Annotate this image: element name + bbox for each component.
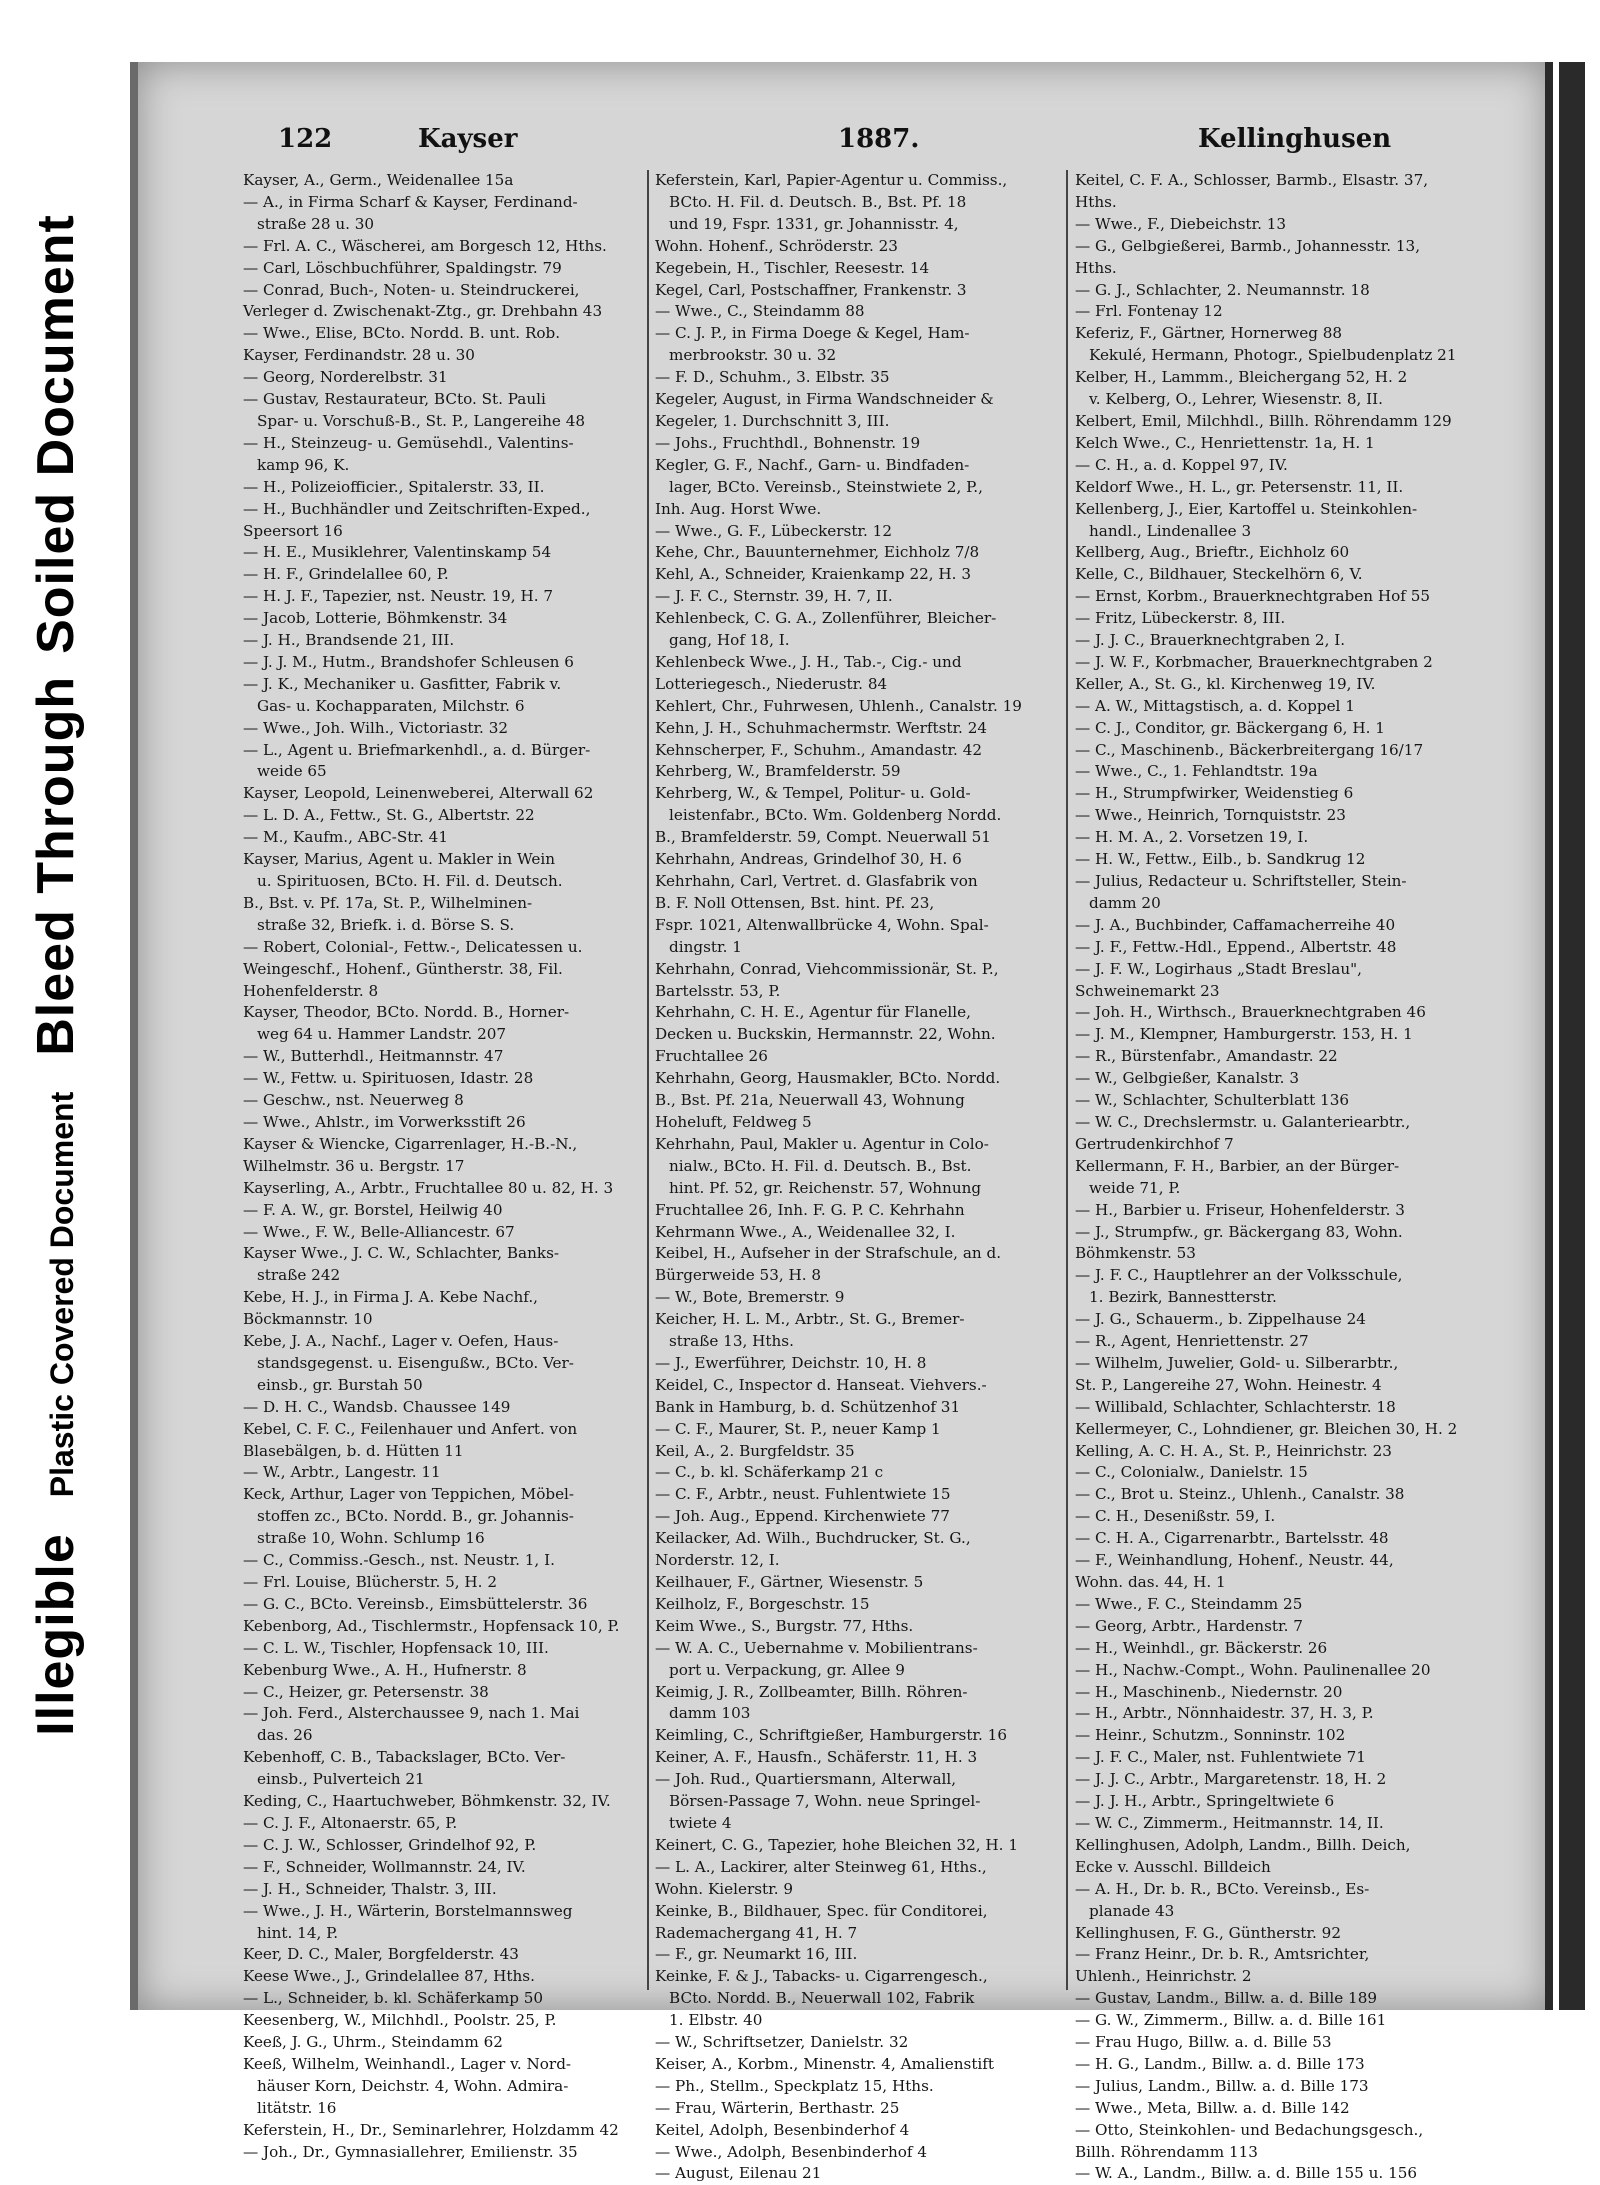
directory-line: — R., Bürstenfabr., Amandastr. 22 bbox=[1075, 1047, 1338, 1066]
directory-line: handl., Lindenallee 3 bbox=[1089, 521, 1252, 540]
directory-line: — L., Schneider, b. kl. Schäferkamp 50 bbox=[243, 1989, 544, 2008]
directory-line: weide 65 bbox=[257, 762, 327, 781]
directory-line: B. F. Noll Ottensen, Bst. hint. Pf. 23, bbox=[655, 893, 935, 912]
directory-line: Kellermann, F. H., Barbier, an der Bürger- bbox=[1075, 1156, 1400, 1175]
directory-line: — Joh., Dr., Gymnasiallehrer, Emilienstr. 35 bbox=[243, 2142, 578, 2161]
directory-line: leistenfabr., BCto. Wm. Goldenberg Nordd. bbox=[669, 806, 1002, 825]
directory-line: — J., Ewerführer, Deichstr. 10, H. 8 bbox=[655, 1353, 927, 1372]
directory-line: — H., Maschinenb., Niedernstr. 20 bbox=[1075, 1682, 1343, 1701]
directory-line: — F. A. W., gr. Borstel, Heilwig 40 bbox=[243, 1200, 503, 1219]
directory-line: straße 28 u. 30 bbox=[257, 214, 375, 233]
directory-line: — C. J. P., in Firma Doege & Kegel, Ham- bbox=[655, 324, 970, 343]
directory-line: Kebe, J. A., Nachf., Lager v. Oefen, Haus- bbox=[243, 1332, 559, 1351]
directory-line: Keller, A., St. G., kl. Kirchenweg 19, IV. bbox=[1075, 674, 1376, 693]
directory-line: — H., Strumpfwirker, Weidenstieg 6 bbox=[1075, 784, 1354, 803]
directory-line: Kehl, A., Schneider, Kraienkamp 22, H. 3 bbox=[655, 565, 971, 584]
label-illegible: Illegible bbox=[26, 1533, 85, 1736]
directory-line: Weingeschf., Hohenf., Güntherstr. 38, Fil. bbox=[243, 959, 563, 978]
directory-line: Kellberg, Aug., Brieftr., Eichholz 60 bbox=[1075, 543, 1350, 562]
side-label-text bbox=[26, 214, 86, 1736]
directory-line: Bürgerweide 53, H. 8 bbox=[655, 1266, 822, 1285]
directory-line: — Conrad, Buch-, Noten- u. Steindruckerei, bbox=[243, 280, 580, 299]
directory-line: einsb., Pulverteich 21 bbox=[257, 1770, 425, 1789]
column-divider bbox=[647, 170, 649, 1990]
directory-line: — F., Weinhandlung, Hohenf., Neustr. 44, bbox=[1075, 1551, 1394, 1570]
directory-line: Keicher, H. L. M., Arbtr., St. G., Bremer- bbox=[655, 1310, 965, 1329]
directory-columns bbox=[243, 170, 1538, 2183]
directory-line: planade 43 bbox=[1089, 1901, 1175, 1920]
directory-line: — J. F. W., Logirhaus „Stadt Breslau", bbox=[1075, 959, 1362, 978]
header-left-word: Kayser bbox=[418, 124, 518, 154]
directory-line: — C., Colonialw., Danielstr. 15 bbox=[1075, 1463, 1308, 1482]
directory-line: — Wwe., Adolph, Besenbinderhof 4 bbox=[655, 2142, 928, 2161]
directory-line: hint. 14, P. bbox=[257, 1923, 339, 1942]
directory-line: — Wwe., F. W., Belle-Alliancestr. 67 bbox=[243, 1222, 515, 1241]
directory-line: — G., Gelbgießerei, Barmb., Johannesstr. 13, bbox=[1075, 236, 1421, 255]
directory-line: einsb., gr. Burstah 50 bbox=[257, 1375, 423, 1394]
directory-line: — W., Schlachter, Schulterblatt 136 bbox=[1075, 1091, 1350, 1110]
column-divider bbox=[1066, 170, 1068, 1990]
directory-line: — H., Barbier u. Friseur, Hohenfelderstr. 3 bbox=[1075, 1200, 1405, 1219]
directory-line: — H., Arbtr., Nönnhaidestr. 37, H. 3, P. bbox=[1075, 1704, 1374, 1723]
directory-line: weide 71, P. bbox=[1089, 1178, 1181, 1197]
directory-line: — Georg, Arbtr., Hardenstr. 7 bbox=[1075, 1616, 1303, 1635]
directory-line: — Joh. Ferd., Alsterchaussee 9, nach 1. Mai bbox=[243, 1704, 580, 1723]
directory-line: — F. D., Schuhm., 3. Elbstr. 35 bbox=[655, 368, 890, 387]
directory-line: — D. H. C., Wandsb. Chaussee 149 bbox=[243, 1397, 511, 1416]
directory-line: Speersort 16 bbox=[243, 521, 343, 540]
directory-line: Keiner, A. F., Hausfn., Schäferstr. 11, H. 3 bbox=[655, 1748, 978, 1767]
directory-line: v. Kelberg, O., Lehrer, Wiesenstr. 8, II. bbox=[1089, 390, 1383, 409]
directory-line: — G. C., BCto. Vereinsb., Eimsbüttelerstr. 36 bbox=[243, 1594, 588, 1613]
directory-line: B., Bst. Pf. 21a, Neuerwall 43, Wohnung bbox=[655, 1091, 965, 1110]
directory-line: stoffen zc., BCto. Nordd. B., gr. Johannis- bbox=[257, 1507, 574, 1526]
directory-line: Ecke v. Ausschl. Billdeich bbox=[1075, 1857, 1271, 1876]
directory-line: — W. C., Zimmerm., Heitmannstr. 14, II. bbox=[1075, 1813, 1384, 1832]
directory-line: Kelch Wwe., C., Henriettenstr. 1a, H. 1 bbox=[1075, 433, 1375, 452]
directory-line: Kayser, Leopold, Leinenweberei, Alterwall 62 bbox=[243, 784, 594, 803]
header-right-word: Kellinghusen bbox=[1198, 124, 1392, 154]
directory-line: damm 103 bbox=[669, 1704, 751, 1723]
directory-line: — C. L. W., Tischler, Hopfensack 10, III. bbox=[243, 1638, 549, 1657]
directory-line: Kellinghusen, Adolph, Landm., Billh. Deich, bbox=[1075, 1835, 1411, 1854]
directory-line: — Jacob, Lotterie, Böhmkenstr. 34 bbox=[243, 609, 508, 628]
directory-line: Kehn, J. H., Schuhmachermstr. Werftstr. 24 bbox=[655, 718, 988, 737]
directory-line: Kayserling, A., Arbtr., Fruchtallee 80 u. 82, H. 3 bbox=[243, 1178, 614, 1197]
directory-line: kamp 96, K. bbox=[257, 455, 350, 474]
directory-line: — Wwe., G. F., Lübeckerstr. 12 bbox=[655, 521, 892, 540]
directory-line: — Wilhelm, Juwelier, Gold- u. Silberarbtr., bbox=[1075, 1353, 1399, 1372]
directory-line: port u. Verpackung, gr. Allee 9 bbox=[669, 1660, 905, 1679]
directory-line: gang, Hof 18, I. bbox=[669, 631, 790, 650]
directory-line: Kebel, C. F. C., Feilenhauer und Anfert. von bbox=[243, 1419, 578, 1438]
directory-line: Inh. Aug. Horst Wwe. bbox=[655, 499, 822, 518]
directory-line: — Wwe., Elise, BCto. Nordd. B. unt. Rob. bbox=[243, 324, 561, 343]
directory-line: Bartelsstr. 53, P. bbox=[655, 981, 781, 1000]
directory-line: — W. A. C., Uebernahme v. Mobilientrans- bbox=[655, 1638, 978, 1657]
directory-line: Kehrberg, W., & Tempel, Politur- u. Gold- bbox=[655, 784, 971, 803]
directory-line: — L. D. A., Fettw., St. G., Albertstr. 22 bbox=[243, 806, 535, 825]
directory-line: — Fritz, Lübeckerstr. 8, III. bbox=[1075, 609, 1286, 628]
directory-line: Kehrmann Wwe., A., Weidenallee 32, I. bbox=[655, 1222, 956, 1241]
directory-line: Fruchtallee 26 bbox=[655, 1047, 768, 1066]
directory-line: Börsen-Passage 7, Wohn. neue Springel- bbox=[669, 1792, 981, 1811]
directory-line: — Wwe., F., Diebeichstr. 13 bbox=[1075, 214, 1287, 233]
directory-line: Keeß, Wilhelm, Weinhandl., Lager v. Nord- bbox=[243, 2054, 572, 2073]
directory-line: — Wwe., Ahlstr., im Vorwerksstift 26 bbox=[243, 1112, 526, 1131]
directory-line: Kegeler, August, in Firma Wandschneider & bbox=[655, 390, 994, 409]
directory-line: Keinke, B., Bildhauer, Spec. für Conditorei, bbox=[655, 1901, 988, 1920]
directory-line: — J. F., Fettw.-Hdl., Eppend., Albertstr. 48 bbox=[1075, 937, 1397, 956]
label-bleed: Bleed Through bbox=[26, 675, 85, 1056]
directory-line: — W., Bote, Bremerstr. 9 bbox=[655, 1288, 845, 1307]
directory-line: — F., Schneider, Wollmannstr. 24, IV. bbox=[243, 1857, 526, 1876]
directory-line: — Frl. A. C., Wäscherei, am Borgesch 12, Hths. bbox=[243, 236, 607, 255]
directory-line: — H. J. F., Tapezier, nst. Neustr. 19, H. 7 bbox=[243, 587, 554, 606]
directory-line: Wohn. Kielerstr. 9 bbox=[655, 1879, 794, 1898]
directory-line: — C. J. W., Schlosser, Grindelhof 92, P. bbox=[243, 1835, 537, 1854]
directory-line: dingstr. 1 bbox=[669, 937, 742, 956]
directory-line: Kehrhahn, C. H. E., Agentur für Flanelle, bbox=[655, 1003, 971, 1022]
directory-line: — C. J., Conditor, gr. Bäckergang 6, H. 1 bbox=[1075, 718, 1385, 737]
directory-line: — Wwe., Heinrich, Tornquiststr. 23 bbox=[1075, 806, 1346, 825]
directory-line: Keese Wwe., J., Grindelallee 87, Hths. bbox=[243, 1967, 535, 1986]
directory-line: Keitel, Adolph, Besenbinderhof 4 bbox=[655, 2120, 910, 2139]
directory-line: — Joh. Rud., Quartiersmann, Alterwall, bbox=[655, 1770, 957, 1789]
directory-line: — W., Butterhdl., Heitmannstr. 47 bbox=[243, 1047, 504, 1066]
directory-line: — Wwe., Joh. Wilh., Victoriastr. 32 bbox=[243, 718, 509, 737]
directory-line: — G. J., Schlachter, 2. Neumannstr. 18 bbox=[1075, 280, 1370, 299]
directory-line: Kayser, A., Germ., Weidenallee 15a bbox=[243, 171, 514, 189]
directory-line: — J. J. C., Brauerknechtgraben 2, I. bbox=[1075, 631, 1346, 650]
directory-line: — H. G., Landm., Billw. a. d. Bille 173 bbox=[1075, 2054, 1365, 2073]
directory-line: Kebenborg, Ad., Tischlermstr., Hopfensack 10, P. bbox=[243, 1616, 620, 1635]
directory-line: Fspr. 1021, Altenwallbrücke 4, Wohn. Spal- bbox=[655, 915, 989, 934]
directory-line: nialw., BCto. H. Fil. d. Deutsch. B., Bst. bbox=[669, 1156, 972, 1175]
directory-line: Schweinemarkt 23 bbox=[1075, 981, 1220, 1000]
directory-line: — H., Steinzeug- u. Gemüsehdl., Valentins- bbox=[243, 433, 574, 452]
directory-line: B., Bst. v. Pf. 17a, St. P., Wilhelminen- bbox=[243, 893, 533, 912]
directory-line: — H., Polizeiofficier., Spitalerstr. 33, II. bbox=[243, 477, 545, 496]
directory-line: — Wwe., C., 1. Fehlandtstr. 19a bbox=[1075, 762, 1318, 781]
directory-line: Lotteriegesch., Niederustr. 84 bbox=[655, 674, 888, 693]
directory-line: Böckmannstr. 10 bbox=[243, 1310, 373, 1329]
directory-line: straße 242 bbox=[257, 1266, 341, 1285]
directory-line: Hohenfelderstr. 8 bbox=[243, 981, 379, 1000]
directory-line: — August, Eilenau 21 bbox=[655, 2164, 822, 2183]
directory-line: Uhlenh., Heinrichstr. 2 bbox=[1075, 1967, 1252, 1986]
directory-line: Wohn. das. 44, H. 1 bbox=[1075, 1573, 1226, 1591]
directory-line: 1. Bezirk, Bannestterstr. bbox=[1089, 1288, 1277, 1307]
directory-line: — Joh. Aug., Eppend. Kirchenwiete 77 bbox=[655, 1507, 950, 1526]
directory-line: Kayser, Theodor, BCto. Nordd. B., Horner- bbox=[243, 1003, 570, 1022]
directory-line: weg 64 u. Hammer Landstr. 207 bbox=[257, 1025, 507, 1044]
directory-line: Rademachergang 41, H. 7 bbox=[655, 1923, 858, 1942]
directory-line: — C., Maschinenb., Bäckerbreitergang 16/17 bbox=[1075, 740, 1424, 759]
directory-line: standsgegenst. u. Eisengußw., BCto. Ver- bbox=[257, 1353, 574, 1372]
directory-line: — W., Arbtr., Langestr. 11 bbox=[243, 1463, 441, 1482]
directory-line: — C., Heizer, gr. Petersenstr. 38 bbox=[243, 1682, 489, 1701]
directory-line: Keilholz, F., Borgeschstr. 15 bbox=[655, 1594, 870, 1613]
directory-line: Keding, C., Haartuchweber, Böhmkenstr. 32, IV. bbox=[243, 1792, 611, 1811]
directory-line: — W. A., Landm., Billw. a. d. Bille 155 u. 156 bbox=[1075, 2164, 1418, 2183]
directory-line: Kegel, Carl, Postschaffner, Frankenstr. 3 bbox=[655, 280, 967, 299]
directory-line: — H. F., Grindelallee 60, P. bbox=[243, 565, 449, 584]
directory-line: Keidel, C., Inspector d. Hanseat. Viehvers.- bbox=[655, 1375, 987, 1394]
directory-line: Kellinghusen, F. G., Güntherstr. 92 bbox=[1075, 1923, 1341, 1942]
directory-line: litätstr. 16 bbox=[257, 2098, 337, 2117]
directory-line: BCto. Nordd. B., Neuerwall 102, Fabrik bbox=[669, 1989, 975, 2008]
directory-line: straße 10, Wohn. Schlump 16 bbox=[257, 1529, 485, 1548]
directory-line: Keilhauer, F., Gärtner, Wiesenstr. 5 bbox=[655, 1573, 924, 1591]
directory-line: Hoheluft, Feldweg 5 bbox=[655, 1112, 812, 1131]
directory-line: Wilhelmstr. 36 u. Bergstr. 17 bbox=[243, 1156, 465, 1175]
directory-line: Hths. bbox=[1075, 192, 1117, 211]
directory-line: — C. H. A., Cigarrenarbtr., Bartelsstr. 48 bbox=[1075, 1529, 1389, 1548]
directory-line: Kehe, Chr., Bauunternehmer, Eichholz 7/8 bbox=[655, 543, 980, 562]
directory-line: — L. A., Lackirer, alter Steinweg 61, Hths., bbox=[655, 1857, 987, 1876]
directory-line: Kekulé, Hermann, Photogr., Spielbudenplatz 21 bbox=[1089, 346, 1457, 365]
directory-line: — J. F. C., Hauptlehrer an der Volksschule, bbox=[1075, 1266, 1403, 1285]
directory-line: Wohn. Hohenf., Schröderstr. 23 bbox=[655, 236, 898, 255]
directory-line: Kayser Wwe., J. C. W., Schlachter, Banks- bbox=[243, 1244, 560, 1263]
directory-line: — J., Strumpfw., gr. Bäckergang 83, Wohn. bbox=[1075, 1222, 1403, 1241]
adjacent-page-edge bbox=[1545, 62, 1585, 2010]
directory-line: — Ph., Stellm., Speckplatz 15, Hths. bbox=[655, 2076, 934, 2095]
scanned-page bbox=[130, 62, 1548, 2183]
directory-line: Keeß, J. G., Uhrm., Steindamm 62 bbox=[243, 2033, 503, 2052]
directory-line: — C., Commiss.-Gesch., nst. Neustr. 1, I. bbox=[243, 1551, 555, 1570]
directory-line: — Willibald, Schlachter, Schlachterstr. 18 bbox=[1075, 1397, 1396, 1416]
directory-line: — C., b. kl. Schäferkamp 21 c bbox=[655, 1463, 884, 1482]
directory-line: Keck, Arthur, Lager von Teppichen, Möbel- bbox=[243, 1485, 575, 1504]
directory-line: straße 13, Hths. bbox=[669, 1332, 794, 1351]
directory-line: — J. F. C., Maler, nst. Fuhlentwiete 71 bbox=[1075, 1748, 1366, 1767]
directory-line: — H., Nachw.-Compt., Wohn. Paulinenallee 20 bbox=[1075, 1660, 1431, 1679]
directory-line: — W., Gelbgießer, Kanalstr. 3 bbox=[1075, 1069, 1299, 1088]
directory-line: hint. Pf. 52, gr. Reichenstr. 57, Wohnung bbox=[669, 1178, 982, 1197]
directory-line: — Frau Hugo, Billw. a. d. Bille 53 bbox=[1075, 2033, 1332, 2052]
directory-line: twiete 4 bbox=[669, 1813, 732, 1832]
page-number: 122 bbox=[278, 124, 333, 154]
directory-line: — A. W., Mittagstisch, a. d. Koppel 1 bbox=[1075, 696, 1355, 715]
directory-line: damm 20 bbox=[1089, 893, 1161, 912]
directory-line: — H. E., Musiklehrer, Valentinskamp 54 bbox=[243, 543, 552, 562]
directory-line: — H. M. A., 2. Vorsetzen 19, I. bbox=[1075, 828, 1309, 847]
directory-line: — J. M., Klempner, Hamburgerstr. 153, H. 1 bbox=[1075, 1025, 1413, 1044]
directory-line: — J. J. H., Arbtr., Springeltwiete 6 bbox=[1075, 1792, 1335, 1811]
directory-line: St. P., Langereihe 27, Wohn. Heinestr. 4 bbox=[1075, 1375, 1382, 1394]
directory-line: Keiser, A., Korbm., Minenstr. 4, Amalienstift bbox=[655, 2054, 995, 2073]
column-left bbox=[243, 170, 638, 2161]
directory-line: Kellenberg, J., Eier, Kartoffel u. Steinkohlen- bbox=[1075, 499, 1418, 518]
directory-line: — Ernst, Korbm., Brauerknechtgraben Hof 55 bbox=[1075, 587, 1431, 606]
directory-line: — Gustav, Restaurateur, BCto. St. Pauli bbox=[243, 390, 546, 409]
directory-line: — C., Brot u. Steinz., Uhlenh., Canalstr. 38 bbox=[1075, 1485, 1405, 1504]
directory-line: — H., Weinhdl., gr. Bäckerstr. 26 bbox=[1075, 1638, 1328, 1657]
directory-line: BCto. H. Fil. d. Deutsch. B., Bst. Pf. 18 bbox=[669, 192, 967, 211]
directory-line: und 19, Fspr. 1331, gr. Johannisstr. 4, bbox=[669, 214, 959, 233]
directory-line: Keferstein, H., Dr., Seminarlehrer, Holzdamm 42 bbox=[243, 2120, 619, 2139]
directory-line: — Carl, Löschbuchführer, Spaldingstr. 79 bbox=[243, 258, 562, 277]
directory-line: straße 32, Briefk. i. d. Börse S. S. bbox=[257, 915, 515, 934]
directory-line: Kehlert, Chr., Fuhrwesen, Uhlenh., Canalstr. 19 bbox=[655, 696, 1022, 715]
label-soiled: Soiled Document bbox=[26, 214, 85, 654]
directory-line: Blasebälgen, b. d. Hütten 11 bbox=[243, 1441, 464, 1460]
directory-line: — Johs., Fruchthdl., Bohnenstr. 19 bbox=[655, 433, 921, 452]
directory-line: — J. A., Buchbinder, Caffamacherreihe 40 bbox=[1075, 915, 1396, 934]
directory-line: Hths. bbox=[1075, 258, 1117, 277]
directory-line: — Georg, Norderelbstr. 31 bbox=[243, 368, 448, 387]
directory-line: — Gustav, Landm., Billw. a. d. Bille 189 bbox=[1075, 1989, 1378, 2008]
directory-line: — J. W. F., Korbmacher, Brauerknechtgraben 2 bbox=[1075, 652, 1433, 671]
directory-line: — C. H., Desenißstr. 59, I. bbox=[1075, 1507, 1276, 1526]
directory-line: 1. Elbstr. 40 bbox=[669, 2011, 763, 2030]
directory-line: — Frl. Fontenay 12 bbox=[1075, 302, 1223, 321]
directory-line: — Franz Heinr., Dr. b. R., Amtsrichter, bbox=[1075, 1945, 1370, 1964]
directory-line: Keitel, C. F. A., Schlosser, Barmb., Elsastr. 37, bbox=[1075, 171, 1429, 189]
column-right bbox=[1075, 170, 1505, 2183]
directory-line: — J. K., Mechaniker u. Gasfitter, Fabrik v. bbox=[243, 674, 562, 693]
directory-line: — Robert, Colonial-, Fettw.-, Delicatessen u. bbox=[243, 937, 583, 956]
directory-line: Kehrhahn, Andreas, Grindelhof 30, H. 6 bbox=[655, 850, 962, 869]
directory-line: Keesenberg, W., Milchhdl., Poolstr. 25, P. bbox=[243, 2011, 557, 2030]
directory-line: — Julius, Landm., Billw. a. d. Bille 173 bbox=[1075, 2076, 1369, 2095]
directory-line: — L., Agent u. Briefmarkenhdl., a. d. Bürger- bbox=[243, 740, 591, 759]
directory-line: Keimling, C., Schriftgießer, Hamburgerstr. 16 bbox=[655, 1726, 1008, 1745]
directory-line: Kayser, Ferdinandstr. 28 u. 30 bbox=[243, 346, 475, 365]
directory-line: — Wwe., F. C., Steindamm 25 bbox=[1075, 1594, 1303, 1613]
directory-line: — Wwe., Meta, Billw. a. d. Bille 142 bbox=[1075, 2098, 1350, 2117]
directory-line: Keinert, C. G., Tapezier, hohe Bleichen 32, H. 1 bbox=[655, 1835, 1018, 1854]
directory-line: — Heinr., Schutzm., Sonninstr. 102 bbox=[1075, 1726, 1346, 1745]
directory-line: Keer, D. C., Maler, Borgfelderstr. 43 bbox=[243, 1945, 519, 1964]
directory-line: Gas- u. Kochapparaten, Milchstr. 6 bbox=[257, 696, 525, 715]
directory-line: Billh. Röhrendamm 113 bbox=[1075, 2142, 1258, 2161]
directory-line: Kelber, H., Lammm., Bleichergang 52, H. 2 bbox=[1075, 368, 1408, 387]
directory-line: — M., Kaufm., ABC-Str. 41 bbox=[243, 828, 448, 847]
directory-line: Decken u. Buckskin, Hermannstr. 22, Wohn. bbox=[655, 1025, 996, 1044]
directory-line: Kayser, Marius, Agent u. Makler in Wein bbox=[243, 850, 555, 869]
directory-line: — Frau, Wärterin, Berthastr. 25 bbox=[655, 2098, 900, 2117]
directory-line: — H., Buchhändler und Zeitschriften-Exped., bbox=[243, 499, 591, 518]
directory-line: Kayser & Wiencke, Cigarrenlager, H.-B.-N., bbox=[243, 1134, 578, 1153]
directory-line: Kegebein, H., Tischler, Reesestr. 14 bbox=[655, 258, 930, 277]
label-plastic: Plastic Covered Document bbox=[43, 1091, 80, 1498]
directory-line: Kehrberg, W., Bramfelderstr. 59 bbox=[655, 762, 901, 781]
directory-line: lager, BCto. Vereinsb., Steinstwiete 2, P., bbox=[669, 477, 983, 496]
directory-line: Keilacker, Ad. Wilh., Buchdrucker, St. G., bbox=[655, 1529, 971, 1548]
directory-line: Kegeler, 1. Durchschnitt 3, III. bbox=[655, 411, 890, 430]
directory-line: Böhmkenstr. 53 bbox=[1075, 1244, 1196, 1263]
directory-line: Norderstr. 12, I. bbox=[655, 1551, 780, 1570]
directory-line: — Julius, Redacteur u. Schriftsteller, Stein- bbox=[1075, 872, 1407, 890]
directory-line: Kehrhahn, Georg, Hausmakler, BCto. Nordd. bbox=[655, 1069, 1001, 1088]
directory-line: — Geschw., nst. Neuerweg 8 bbox=[243, 1091, 464, 1110]
directory-line: — C. H., a. d. Koppel 97, IV. bbox=[1075, 455, 1288, 474]
directory-line: Kebe, H. J., in Firma J. A. Kebe Nachf., bbox=[243, 1288, 539, 1307]
header-year: 1887. bbox=[838, 124, 920, 154]
directory-line: — J. G., Schauerm., b. Zippelhause 24 bbox=[1075, 1310, 1366, 1329]
directory-line: Kehlenbeck, C. G. A., Zollenführer, Bleicher- bbox=[655, 609, 997, 628]
directory-line: — H. W., Fettw., Eilb., b. Sandkrug 12 bbox=[1075, 850, 1366, 869]
directory-line: Kellermeyer, C., Lohndiener, gr. Bleichen 30, H. 2 bbox=[1075, 1419, 1458, 1438]
directory-line: Keim Wwe., S., Burgstr. 77, Hths. bbox=[655, 1616, 914, 1635]
page-header bbox=[138, 124, 1548, 174]
directory-line: Spar- u. Vorschuß-B., St. P., Langereihe 48 bbox=[257, 411, 586, 430]
directory-line: Kebenburg Wwe., A. H., Hufnerstr. 8 bbox=[243, 1660, 527, 1679]
directory-line: merbrookstr. 30 u. 32 bbox=[669, 346, 837, 365]
directory-line: Kelbert, Emil, Milchhdl., Billh. Röhrendamm 129 bbox=[1075, 411, 1452, 430]
directory-line: Verleger d. Zwischenakt-Ztg., gr. Drehbahn 43 bbox=[243, 302, 603, 321]
directory-line: B., Bramfelderstr. 59, Compt. Neuerwall 51 bbox=[655, 828, 991, 847]
side-label bbox=[8, 10, 103, 1940]
directory-line: — W., Fettw. u. Spirituosen, Idastr. 28 bbox=[243, 1069, 534, 1088]
directory-line: — C. F., Maurer, St. P., neuer Kamp 1 bbox=[655, 1419, 941, 1438]
directory-line: das. 26 bbox=[257, 1726, 313, 1745]
directory-line: — A., in Firma Scharf & Kayser, Ferdinand- bbox=[243, 192, 578, 211]
directory-line: Keldorf Wwe., H. L., gr. Petersenstr. 11, II. bbox=[1075, 477, 1404, 496]
directory-line: — Wwe., J. H., Wärterin, Borstelmannsweg bbox=[243, 1901, 573, 1920]
directory-line: Keferstein, Karl, Papier-Agentur u. Commiss., bbox=[655, 171, 1008, 189]
directory-line: — F., gr. Neumarkt 16, III. bbox=[655, 1945, 858, 1964]
directory-line: — A. H., Dr. b. R., BCto. Vereinsb., Es- bbox=[1075, 1879, 1370, 1898]
directory-line: — R., Agent, Henriettenstr. 27 bbox=[1075, 1332, 1309, 1351]
directory-line: — Joh. H., Wirthsch., Brauerknechtgraben 46 bbox=[1075, 1003, 1426, 1022]
directory-line: Kelling, A. C. H. A., St. P., Heinrichstr. 23 bbox=[1075, 1441, 1392, 1460]
directory-line: Keinke, F. & J., Tabacks- u. Cigarrengesch., bbox=[655, 1967, 988, 1986]
directory-line: Keil, A., 2. Burgfeldstr. 35 bbox=[655, 1441, 855, 1460]
directory-line: Keibel, H., Aufseher in der Strafschule, an d. bbox=[655, 1244, 1002, 1263]
directory-line: u. Spirituosen, BCto. H. Fil. d. Deutsch. bbox=[257, 872, 563, 890]
directory-line: Kehrhahn, Carl, Vertret. d. Glasfabrik von bbox=[655, 872, 978, 890]
directory-line: Kehnscherper, F., Schuhm., Amandastr. 42 bbox=[655, 740, 983, 759]
directory-line: — J. H., Schneider, Thalstr. 3, III. bbox=[243, 1879, 497, 1898]
directory-line: Keimig, J. R., Zollbeamter, Billh. Röhren- bbox=[655, 1682, 968, 1701]
directory-line: — Frl. Louise, Blücherstr. 5, H. 2 bbox=[243, 1573, 497, 1591]
directory-line: — G. W., Zimmerm., Billw. a. d. Bille 161 bbox=[1075, 2011, 1387, 2030]
directory-line: — J. J. M., Hutm., Brandshofer Schleusen 6 bbox=[243, 652, 574, 671]
directory-line: — C. J. F., Altonaerstr. 65, P. bbox=[243, 1813, 458, 1832]
directory-line: — J. F. C., Sternstr. 39, H. 7, II. bbox=[655, 587, 893, 606]
directory-line: — Otto, Steinkohlen- und Bedachungsgesch., bbox=[1075, 2120, 1424, 2139]
directory-line: — J. J. C., Arbtr., Margaretenstr. 18, H. 2 bbox=[1075, 1770, 1387, 1789]
directory-line: Gertrudenkirchhof 7 bbox=[1075, 1134, 1234, 1153]
directory-line: Kegler, G. F., Nachf., Garn- u. Bindfaden- bbox=[655, 455, 970, 474]
directory-line: — J. H., Brandsende 21, III. bbox=[243, 631, 455, 650]
directory-line: Kehrhahn, Paul, Makler u. Agentur in Colo- bbox=[655, 1134, 989, 1153]
directory-line: häuser Korn, Deichstr. 4, Wohn. Admira- bbox=[257, 2076, 569, 2095]
directory-line: — W. C., Drechslermstr. u. Galanteriearbtr., bbox=[1075, 1112, 1411, 1131]
directory-line: — W., Schriftsetzer, Danielstr. 32 bbox=[655, 2033, 909, 2052]
directory-line: Kehlenbeck Wwe., J. H., Tab.-, Cig.- und bbox=[655, 652, 962, 671]
directory-line: — C. F., Arbtr., neust. Fuhlentwiete 15 bbox=[655, 1485, 951, 1504]
directory-line: Bank in Hamburg, b. d. Schützenhof 31 bbox=[655, 1397, 961, 1416]
directory-line: Kehrhahn, Conrad, Viehcommissionär, St. P., bbox=[655, 959, 999, 978]
directory-line: Kelle, C., Bildhauer, Steckelhörn 6, V. bbox=[1075, 565, 1363, 584]
directory-line: Kebenhoff, C. B., Tabackslager, BCto. Ver- bbox=[243, 1748, 566, 1767]
directory-line: — Wwe., C., Steindamm 88 bbox=[655, 302, 865, 321]
column-middle bbox=[655, 170, 1050, 2183]
directory-line: Keferiz, F., Gärtner, Hornerweg 88 bbox=[1075, 324, 1343, 343]
directory-line: Fruchtallee 26, Inh. F. G. P. C. Kehrhahn bbox=[655, 1200, 965, 1219]
